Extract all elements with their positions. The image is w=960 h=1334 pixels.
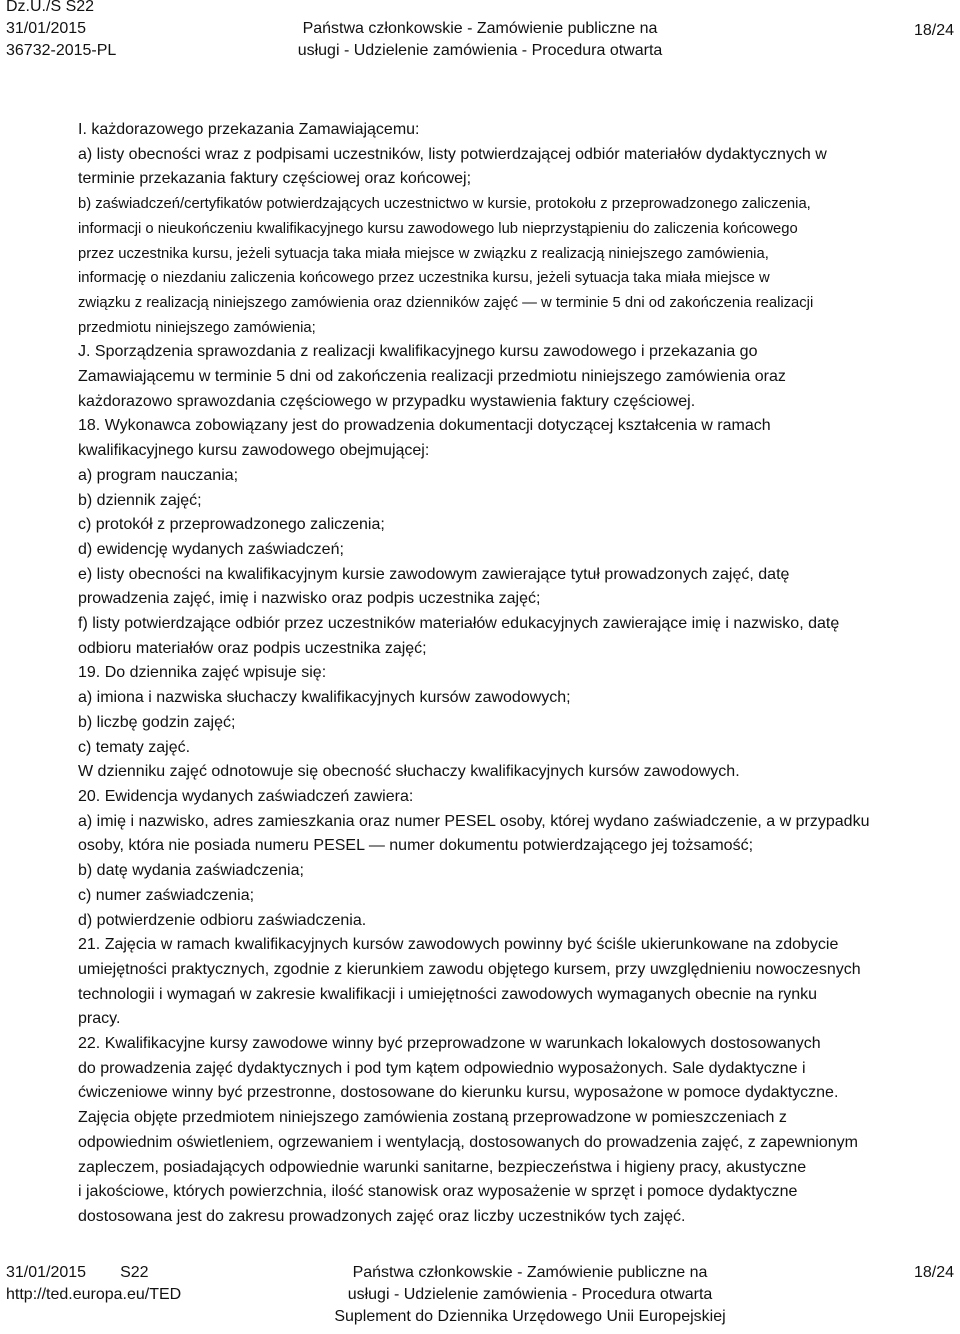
footer-supplement: Suplement do Dziennika Urzędowego Unii Europejskiej [334,1308,726,1325]
body-line: b) liczbę godzin zajęć; [78,713,236,731]
body-line: c) protokół z przeprowadzonego zaliczenia; [78,516,385,534]
body-line: 20. Ewidencja wydanych zaświadczeń zawiera: [78,787,414,805]
body-line: informację o niezdaniu zaliczenia końcowego przez uczestnika kursu, jeżeli sytuacja taka miała miejsce w [78,270,770,287]
body-line: pracy. [78,1010,121,1028]
header-notice-id: 36732-2015-PL [6,42,117,59]
body-line: J. Sporządzenia sprawozdania z realizacji kwalifikacyjnego kursu zawodowego i przekazania go [78,343,758,361]
body-line: d) ewidencję wydanych zaświadczeń; [78,540,344,558]
body-line: prowadzenia zajęć, imię i nazwisko oraz podpis uczestnika zajęć; [78,590,541,608]
body-line: 18. Wykonawca zobowiązany jest do prowadzenia dokumentacji dotyczącej kształcenia w ramach [78,417,771,435]
body-line: dostosowana jest do zakresu prowadzonych zajęć oraz liczby uczestników tych zajęć. [78,1207,686,1225]
body-line: 21. Zajęcia w ramach kwalifikacyjnych kursów zawodowych powinny być ściśle ukierunkowane na zdobycie [78,936,839,954]
body-line: do prowadzenia zajęć dydaktycznych i pod tym kątem odpowiednio wyposażonych. Sale dydaktyczne i [78,1059,806,1077]
body-line: b) dziennik zajęć; [78,491,202,509]
body-line: f) listy potwierdzające odbiór przez uczestników materiałów edukacyjnych zawierające imię i nazwisko, datę [78,615,840,633]
header-center [0,0,960,62]
body-line: umiejętności praktycznych, zgodnie z kierunkiem zawodu objętego kursem, przy uwzględnieniu nowoczesnych [78,960,861,978]
footer-page-number: 18/24 [913,1264,954,1281]
body-line: związku z realizacją niniejszego zamówienia oraz dzienników zajęć — w terminie 5 dni od zakończenia realizacji [78,294,814,311]
body-line: 22. Kwalifikacyjne kursy zawodowe winny być przeprowadzone w warunkach lokalowych dostosowanych [78,1035,821,1053]
footer-title-line-1: Państwa członkowskie - Zamówienie publiczne na [352,1264,708,1281]
body-line: przez uczestnika kursu, jeżeli sytuacja taka miała miejsce w związku z realizacją niniejszego zamówienia, [78,245,769,262]
body-line: a) imię i nazwisko, adres zamieszkania oraz numer PESEL osoby, której wydano zaświadczenie, a w przypadku [78,812,870,830]
body-line: a) listy obecności wraz z podpisami uczestników, listy potwierdzającej odbiór materiałów dydaktycznych w [78,145,827,163]
header-page-number: 18/24 [913,22,954,39]
body-line: każdorazowo sprawozdania częściowego w przypadku wystawienia faktury częściowej. [78,392,696,410]
body-line: ćwiczeniowe winny być przestronne, dostosowane do kierunku kursu, wyposażone w pomoce dydaktyczne. [78,1084,839,1102]
body-line: osoby, która nie posiada numeru PESEL — numer dokumentu potwierdzającego jej tożsamość; [78,837,754,855]
body-line: W dzienniku zajęć odnotowuje się obecność słuchaczy kwalifikacyjnych kursów zawodowych. [78,763,740,781]
body-line: c) tematy zajęć. [78,738,191,756]
body-line: e) listy obecności na kwalifikacyjnym kursie zawodowym zawierające tytuł prowadzonych zajęć, datę [78,565,790,583]
footer-date: 31/01/2015 [6,1264,87,1281]
document-body [78,118,958,1230]
body-line: przedmiotu niniejszego zamówienia; [78,319,316,336]
footer-url[interactable]: http://ted.europa.eu/TED [6,1286,182,1303]
body-line: odpowiednim oświetleniem, ogrzewaniem i wentylacją, dostosowanych do prowadzenia zajęć, z zapewnionym [78,1133,858,1151]
body-line: a) imiona i nazwiska słuchaczy kwalifikacyjnych kursów zawodowych; [78,689,571,707]
footer-center [0,1262,960,1328]
header-title-line-1: Państwa członkowskie - Zamówienie publiczne na [302,20,658,37]
body-line: Zajęcia objęte przedmiotem niniejszego zamówienia zostaną przeprowadzone w pomieszczeniach z [78,1109,787,1127]
footer-title-line-2: usługi - Udzielenie zamówienia - Procedura otwarta [347,1286,713,1303]
footer-section: S22 [120,1264,149,1281]
body-line: odbioru materiałów oraz podpis uczestnika zajęć; [78,639,427,657]
body-line: zapleczem, posiadających odpowiednie warunki sanitarne, bezpieczeństwa i higieny pracy, akustyczne [78,1158,807,1176]
body-line: terminie przekazania faktury częściowej oraz końcowej; [78,170,472,188]
header-date: 31/01/2015 [6,20,87,37]
header-journal-ref: Dz.U./S S22 [6,0,95,15]
body-line: b) datę wydania zaświadczenia; [78,862,304,880]
body-line: b) zaświadczeń/certyfikatów potwierdzających uczestnictwo w kursie, protokołu z przeprowadzonego zaliczenia, [78,196,811,213]
body-line: informacji o nieukończeniu kwalifikacyjnego kursu zawodowego lub nieprzystąpieniu do zaliczenia końcowego [78,220,798,237]
header-title-line-2: usługi - Udzielenie zamówienia - Procedura otwarta [297,42,663,59]
body-line: Zamawiającemu w terminie 5 dni od zakończenia realizacji przedmiotu niniejszego zamówienia oraz [78,368,786,386]
body-line: I. każdorazowego przekazania Zamawiającemu: [78,121,420,138]
body-line: 19. Do dziennika zajęć wpisuje się: [78,664,327,682]
body-line: i jakościowe, których powierzchnia, ilość stanowisk oraz wyposażenie w sprzęt i pomoce dydaktyczne [78,1183,798,1201]
body-line: d) potwierdzenie odbioru zaświadczenia. [78,911,367,929]
body-line: a) program nauczania; [78,466,239,484]
body-line: c) numer zaświadczenia; [78,886,255,904]
body-line: technologii i wymagań w zakresie kwalifikacji i umiejętności zawodowych wymaganych obecnie na rynku [78,985,818,1003]
body-line: kwalifikacyjnego kursu zawodowego obejmującej: [78,442,430,460]
